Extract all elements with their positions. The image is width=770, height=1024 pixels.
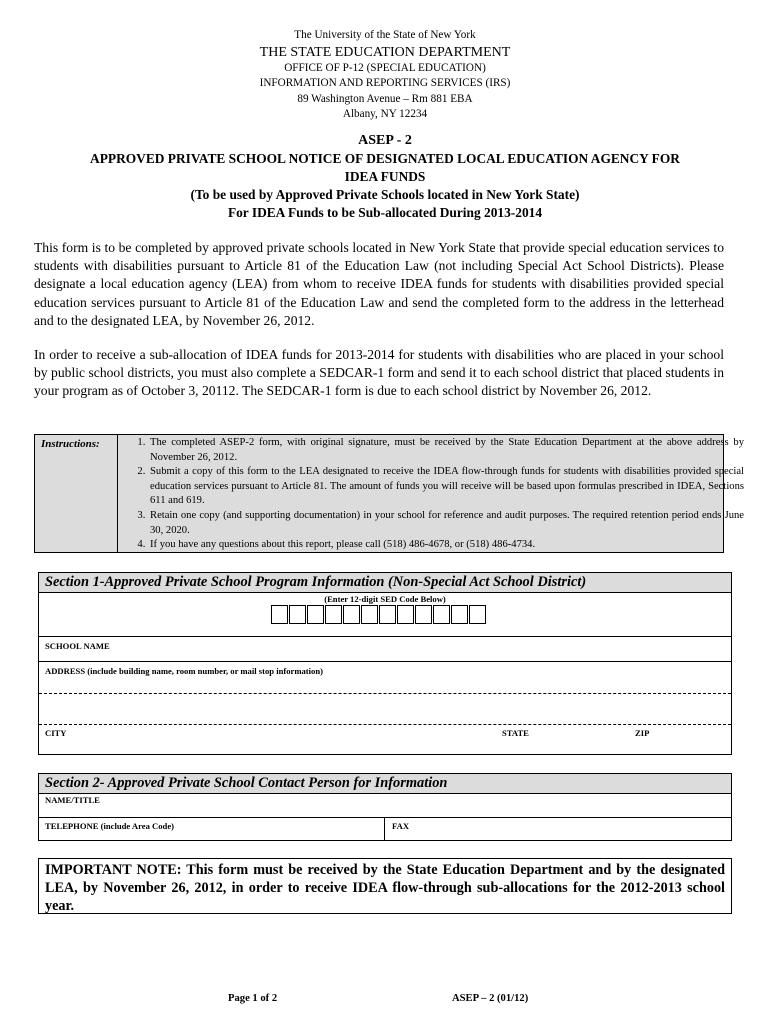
- sed-digit-box[interactable]: [271, 605, 288, 624]
- state-label: STATE: [502, 728, 529, 738]
- city-label: CITY: [45, 728, 67, 738]
- department-name: THE STATE EDUCATION DEPARTMENT: [259, 44, 511, 60]
- phone-fax-row[interactable]: [39, 817, 731, 842]
- sed-digit-box[interactable]: [433, 605, 450, 624]
- address-line-2: [39, 724, 731, 725]
- form-code: ASEP – 2 (01/12): [452, 993, 529, 1004]
- school-name-label: SCHOOL NAME: [45, 641, 110, 651]
- form-id: ASEP - 2: [358, 133, 412, 148]
- instructions-box: [34, 434, 744, 553]
- section-1-heading: Section 1-Approved Private School Program Information (Non-Special Act School District): [39, 573, 731, 593]
- instructions-label: Instructions:: [35, 435, 118, 552]
- name-title-label: NAME/TITLE: [45, 795, 100, 805]
- suballocation-paragraph: In order to receive a sub-allocation of IDEA funds for 2013-2014 for students with disabilities who are placed in your school by public school districts, you must also complete a SEDCAR-1 form and send it to each school district that placed students in your program as of October 3, 20112. The SEDCAR-1 form is due to each school district by November 26, 2012.: [34, 347, 724, 399]
- address-line-1: [39, 693, 731, 694]
- address-field[interactable]: [39, 661, 731, 728]
- sed-code-field[interactable]: [271, 605, 487, 624]
- sed-digit-box[interactable]: [343, 605, 360, 624]
- instruction-item: 1. The completed ASEP-2 form, with original signature, must be received by the State Education Department at the above address by November 26, 2012.: [148, 436, 744, 465]
- university-name: The University of the State of New York: [294, 29, 476, 41]
- intro-paragraph: This form is to be completed by approved private schools located in New York State that provide special education services to students with disabilities pursuant to Article 81 of the Education Law (not including Special Act School Districts). Please designate a local education agency (LEA) from whom to receive IDEA funds for students with disabilities provided special education services pursuant to Article 81 of the Education Law and send the completed form to the address in the letterhead and to the designated LEA, by November 26, 2012.: [34, 240, 724, 328]
- telephone-label: TELEPHONE (include Area Code): [45, 821, 174, 831]
- important-note: IMPORTANT NOTE: This form must be received by the State Education Department and by the designated LEA, by November 26, 2012, in order to receive IDEA flow-through sub-allocations for the 2012-2013 school year.: [38, 858, 732, 914]
- street-address: 89 Washington Avenue – Rm 881 EBA: [297, 92, 473, 105]
- section-2: [38, 773, 732, 841]
- sed-digit-box[interactable]: [451, 605, 468, 624]
- instructions-list: [123, 436, 744, 553]
- instruction-item: 4. If you have any questions about this report, please call (518) 486-4678, or (518) 486-4734.: [148, 538, 744, 553]
- sed-digit-box[interactable]: [325, 605, 342, 624]
- sed-digit-box[interactable]: [415, 605, 432, 624]
- office-name: OFFICE OF P-12 (SPECIAL EDUCATION): [284, 61, 486, 74]
- title-line-3: (To be used by Approved Private Schools located in New York State): [190, 187, 580, 202]
- sed-digit-box[interactable]: [397, 605, 414, 624]
- city-address: Albany, NY 12234: [342, 108, 428, 120]
- fax-label: FAX: [392, 821, 410, 831]
- sed-digit-box[interactable]: [469, 605, 486, 624]
- field-divider: [384, 818, 385, 841]
- title-line-4: For IDEA Funds to be Sub-allocated During 2013-2014: [227, 205, 543, 220]
- sed-digit-box[interactable]: [379, 605, 396, 624]
- sed-code-label: (Enter 12-digit SED Code Below): [324, 594, 446, 604]
- instruction-item: 3. Retain one copy (and supporting documentation) in your school for reference and audit purposes. The required retention period ends June 30, 2020.: [148, 509, 744, 538]
- page-number: Page 1 of 2: [228, 993, 278, 1004]
- services-name: INFORMATION AND REPORTING SERVICES (IRS): [259, 77, 511, 89]
- school-name-field[interactable]: [39, 636, 731, 662]
- section-1: [38, 572, 732, 755]
- title-line-1: APPROVED PRIVATE SCHOOL NOTICE OF DESIGNATED LOCAL EDUCATION AGENCY FOR: [90, 151, 680, 166]
- sed-digit-box[interactable]: [289, 605, 306, 624]
- instruction-item: 2. Submit a copy of this form to the LEA designated to receive the IDEA flow-through funds for students with disabilities provided special education services pursuant to Article 81. The amount of funds you will receive will be based upon formulas prescribed in IDEA, Sections 611 and 619.: [148, 465, 744, 509]
- form-title: [30, 132, 740, 222]
- sed-digit-box[interactable]: [307, 605, 324, 624]
- zip-label: ZIP: [635, 728, 650, 738]
- section-2-heading: Section 2- Approved Private School Contact Person for Information: [39, 774, 731, 794]
- city-state-zip-row[interactable]: [39, 726, 731, 754]
- address-label: ADDRESS (include building name, room number, or mail stop information): [45, 666, 323, 676]
- title-line-2: IDEA FUNDS: [344, 169, 426, 184]
- sed-digit-box[interactable]: [361, 605, 378, 624]
- letterhead: [0, 28, 770, 123]
